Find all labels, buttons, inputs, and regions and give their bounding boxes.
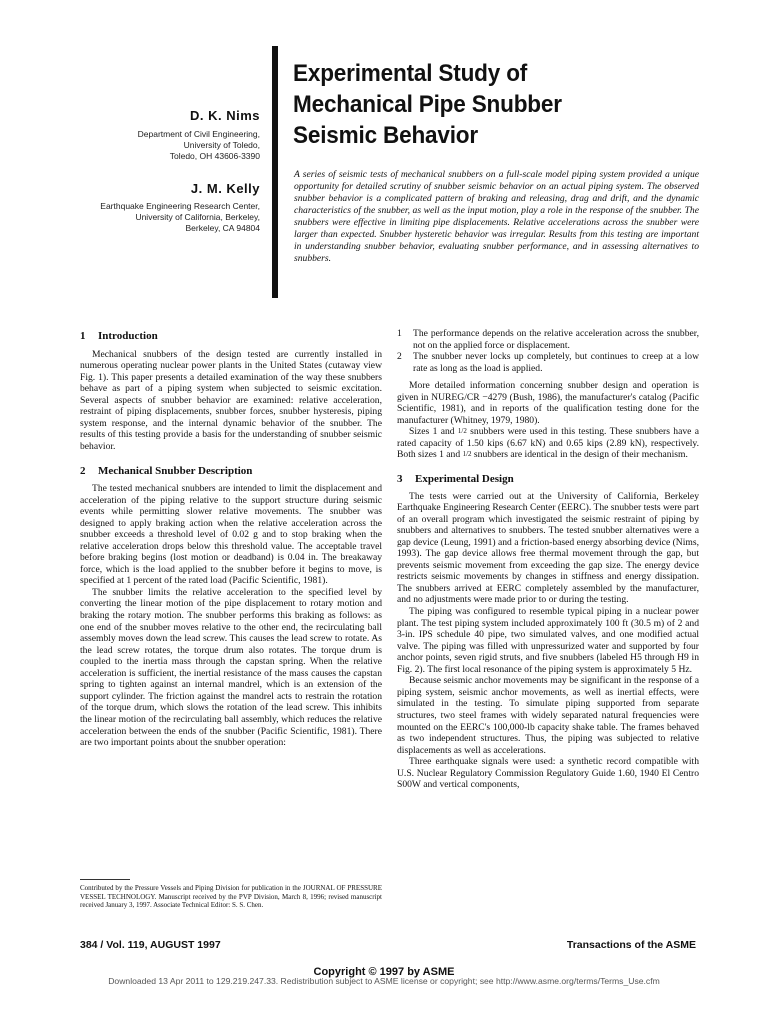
paragraph: Because seismic anchor movements may be significant in the response of a piping system, seismic anchor movements, as well as inertial effects, were simulated in the testing. To simulate piping supported from separate structures, two steel frames with widely separated natural frequencies were mounted on the EERC's 100,000-lb capacity shake table. The frames behaved as two independent structures. Thus, the piping was subjected to relative displacements as well as accelerations.	[397, 675, 699, 756]
fraction-half: 1/2	[462, 450, 472, 459]
list-text: The snubber never locks up completely, but continues to creep at a low rate as long as the load is applied.	[413, 351, 699, 374]
section-heading-snubber-description	[80, 466, 382, 478]
left-column	[80, 331, 382, 749]
author-name: J. M. Kelly	[190, 181, 260, 196]
author-affiliation-line: Toledo, OH 43606-3390	[169, 151, 260, 161]
author-block-2	[80, 181, 260, 234]
section-number: 1	[80, 330, 86, 342]
footnote-rule	[80, 879, 130, 880]
paragraph: Three earthquake signals were used: a synthetic record compatible with U.S. Nuclear Regulatory Commission Regulatory Guide 1.60, 1940 El Centro S00W and vertical components,	[397, 756, 699, 791]
copyright-notice: Copyright © 1997 by ASME	[313, 966, 455, 978]
download-notice: Downloaded 13 Apr 2011 to 129.219.247.33. Redistribution subject to ASME license or copyright; see http://www.asme.org/terms/Terms_Use.cfm	[108, 976, 660, 986]
section-number: 2	[80, 465, 86, 478]
author-name: D. K. Nims	[189, 108, 260, 123]
author-affiliation-line: Berkeley, CA 94804	[185, 223, 260, 233]
section-number: 3	[397, 473, 403, 486]
list-number: 1	[397, 328, 402, 339]
author-affiliation-line: Earthquake Engineering Research Center,	[100, 201, 260, 211]
author-affiliation-line: University of Toledo,	[183, 140, 260, 150]
journal-name: Transactions of the ASME	[566, 939, 696, 951]
author-affiliation-line: Department of Civil Engineering,	[137, 129, 260, 139]
paragraph: Mechanical snubbers of the design tested are currently installed in numerous operating nuclear power plants in the United States (cutaway view Fig. 1). This paper presents a detailed examination of the way these snubbers behave as part of a piping system when subjected to seismic excitation. Several aspects of snubber behavior are examined: relative acceleration, restraint of piping displacements, snubber forces, snubber hysteresis, piping system response, and the internal dynamic behavior of the snubber. The results of this testing provide a basis for the understanding of snubber seismic behavior.	[80, 348, 382, 452]
text-run: Sizes 1 and	[409, 426, 458, 438]
title-line: Mechanical Pipe Snubber	[293, 91, 562, 118]
list-number: 2	[397, 351, 402, 363]
paragraph: More detailed information concerning snubber design and operation is given in NUREG/CR −4279 (Bush, 1986), the manufacturer's catalog (Pacific Scientific, 1981), and in reports of the qualification testing done for the manufacturer (Whitney, 1979, 1980).	[397, 380, 699, 426]
title-line: Seismic Behavior	[293, 122, 478, 149]
paragraph: The snubber limits the relative acceleration to the specified level by converting the linear motion of the pipe displacement to rotary motion and braking the rotary motion. The snubber performs this braking as follows: as one end of the snubber moves relative to the other end, the recirculating ball assembly moves down the lead screw. This causes the lead screw to rotate. As the lead screw rotates, the torque drum also rotates. The torque drum is coupled to the inertia mass through the capstan spring. When the relative acceleration is sufficient, the inertial resistance of the mass causes the capstan spring to tighten against an internal mandrel, which is an extension of the support cylinder. The friction against the mandrel acts to restrain the rotation of the torque drum, which slows the rotation of the lead screw. This inhibits the linear motion of the recirculating ball assembly, which reduces the relative acceleration between the ends of the snubber (Pacific Scientific, 1981). There are two important points about the snubber operation:	[80, 586, 382, 749]
title-line: Experimental Study of	[293, 60, 528, 87]
fraction-half: 1/2	[457, 427, 467, 436]
section-title: Experimental Design	[415, 473, 514, 486]
footnote: Contributed by the Pressure Vessels and Piping Division for publication in the JOURNAL OF PRESSURE VESSEL TECHNOLOGY. Manuscript received by the PVP Division, March 8, 1996; revised manuscript received January 3, 1997. Associate Technical Editor: S. S. Chen.	[80, 884, 382, 909]
paragraph: The tested mechanical snubbers are intended to limit the displacement and acceleration of the piping relative to the support structure during seismic events while permitting slower relative movements. The snubber was designed to apply braking action when the relative acceleration across the snubber exceeds a threshold level of 0.02 g and to stop braking when the relative acceleration drops below this threshold value. The acceptable travel before braking begins (lost motion or deadband) is 0.04 in. The breakaway force, which is the load applied to the snubber before it begins to move, is specified at 1 percent of the rated load (Pacific Scientific, 1981).	[80, 483, 382, 587]
paragraph-sizes	[397, 426, 699, 461]
text-run: snubbers are identical in the design of their mechanism.	[471, 449, 688, 461]
section-heading-experimental-design	[397, 474, 699, 486]
section-title: Mechanical Snubber Description	[98, 465, 253, 478]
list-text: The performance depends on the relative acceleration across the snubber, not on the applied force or displacement.	[413, 328, 699, 351]
section-title: Introduction	[98, 330, 158, 342]
paper-title	[293, 58, 698, 151]
author-block-1	[80, 108, 260, 162]
list-item	[397, 351, 699, 374]
list-item	[397, 328, 699, 351]
right-column	[397, 328, 699, 791]
text-run: snubbers were used in this testing. These snubbers have a rated capacity of 1.50 kips (6.67 kN) and 0.65 kips (2.89 kN), respectively. Both sizes 1 and	[397, 426, 699, 461]
paragraph: The piping was configured to resemble typical piping in a nuclear power plant. The test piping system included approximately 100 ft (30.5 m) of 2 and 3-in. IPS schedule 40 pipe, two simulated valves, and one modified actual valve. The piping was filled with unpressurized water and supported by four anchor points, seven rigid struts, and five snubbers (labeled H5 through H9 in Fig. 2). The first local resonance of the piping system is approximately 5 Hz.	[397, 606, 699, 675]
title-vertical-rule	[272, 46, 278, 298]
paragraph: The tests were carried out at the University of California, Berkeley Earthquake Engineering Research Center (EERC). The snubber tests were part of an overall program which investigated the seismic restraint of piping by snubbers and alternatives to snubbers. The tested snubber alternatives were a gap device (Leung, 1991) and a friction-based energy absorbing device (Nims, 1993). The gap device allows free thermal movement through the gap, but prevents seismic movement from exceeding the gap size. The energy device restricts seismic movements by changes in stiffness and energy dissipation. The snubbers arrived at EERC completely assembled by the manufacturer, and no adjustments were made prior to or during the testing.	[397, 490, 699, 606]
section-heading-introduction	[80, 331, 382, 343]
page-info: 384 / Vol. 119, AUGUST 1997	[80, 939, 221, 951]
author-affiliation-line: University of California, Berkeley,	[135, 212, 260, 222]
abstract: A series of seismic tests of mechanical snubbers on a full-scale model piping system provided a unique opportunity for detailed scrutiny of snubber seismic behavior on an actual piping system. The observed snubber behavior is a complicated pattern of braking and releasing, drag and drift, and the dynamic characteristics of the snubber, as well as the input motion, play a role in the response of the snubber. The snubbers were effective in limiting pipe displacements. Relative accelerations across the snubber were larger than expected. Snubber hysteretic behavior was irregular. Results from this testing are important in understanding snubber behavior, evaluating snubber performance, and in assessing alternatives to snubbers.	[294, 169, 699, 265]
